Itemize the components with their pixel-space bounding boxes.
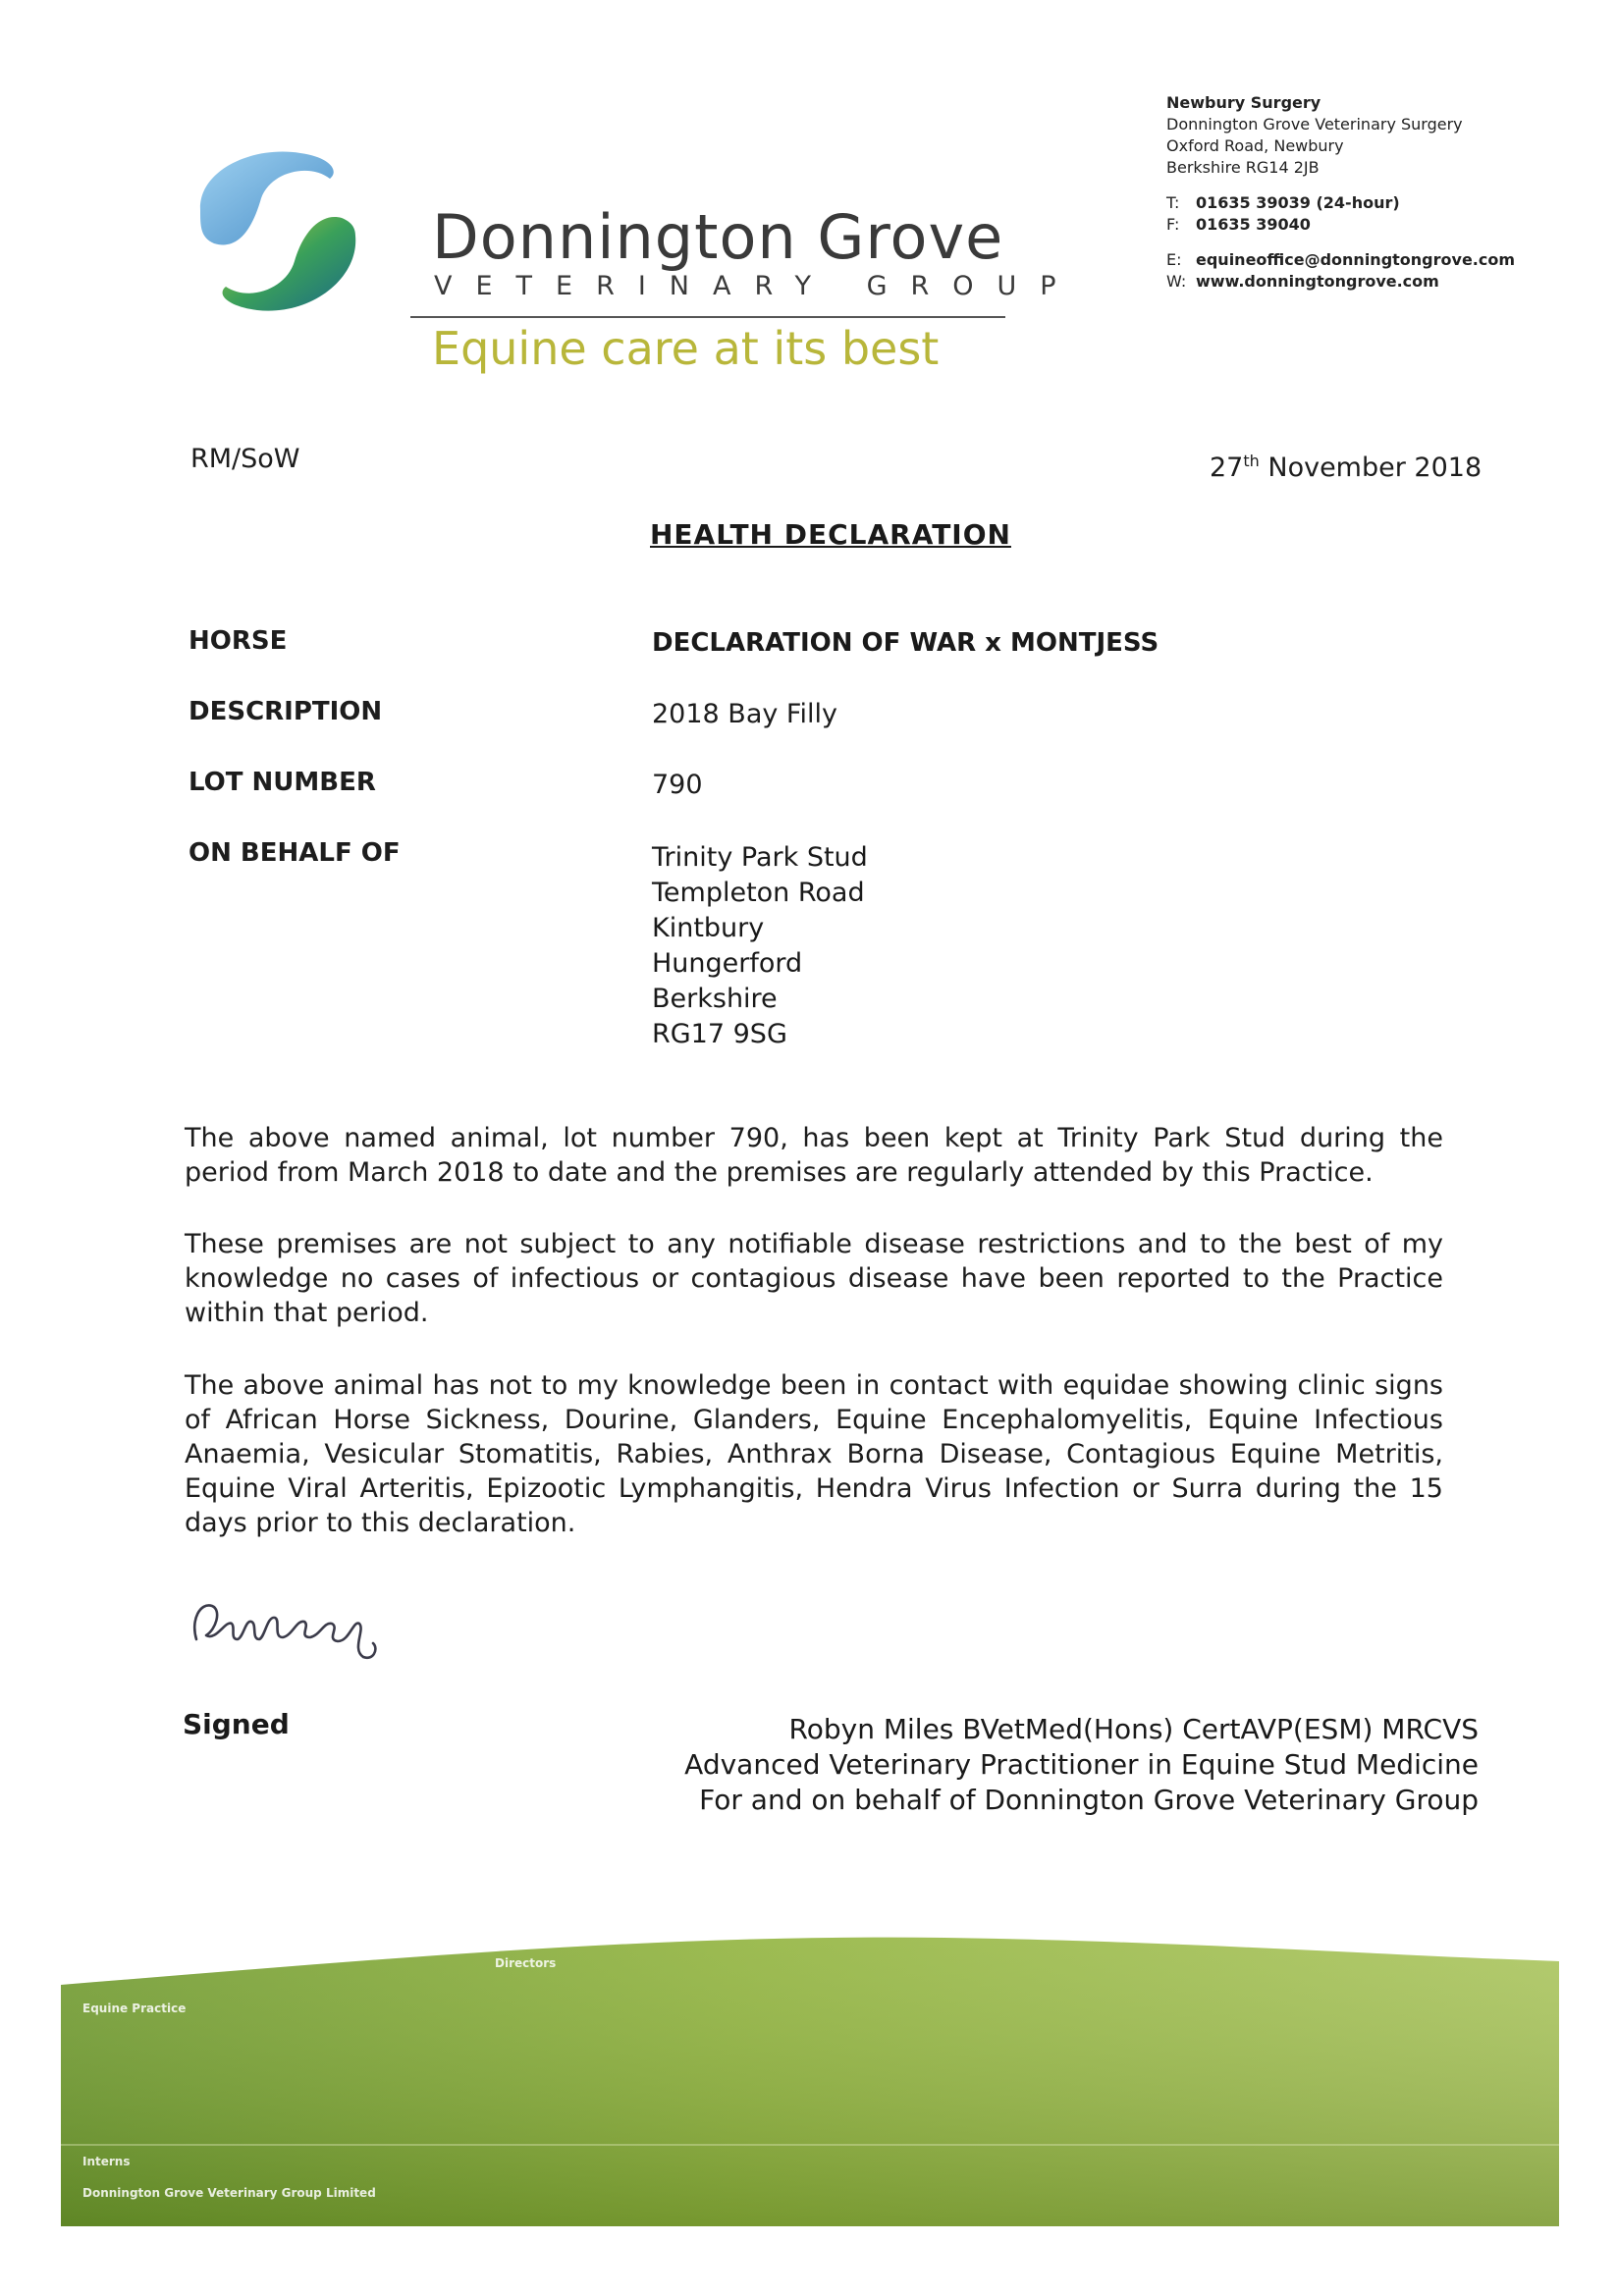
signatory-line: For and on behalf of Donnington Grove Veterinary Group xyxy=(699,1784,1479,1816)
organisation-name: Donnington Grove xyxy=(432,201,1004,273)
website-address: www.donningtongrove.com xyxy=(1196,272,1439,291)
address-line: Trinity Park Stud xyxy=(652,842,868,873)
on-behalf-of-label: ON BEHALF OF xyxy=(189,838,401,868)
header-divider xyxy=(410,316,1005,318)
email-label: E: xyxy=(1166,250,1182,269)
reference-code: RM/SoW xyxy=(190,444,300,474)
body-paragraph: The above named animal, lot number 790, has been kept at Trinity Park Stud during the period from March 2018 to date and the premises are regularly attended by this Practice. xyxy=(185,1123,1443,1188)
handwritten-signature xyxy=(187,1580,403,1669)
telephone-number: 01635 39039 (24-hour) xyxy=(1196,193,1400,212)
tel-label: T: xyxy=(1166,193,1180,212)
horse-label: HORSE xyxy=(189,626,288,656)
date-day: 27 xyxy=(1210,453,1244,483)
tagline: Equine care at its best xyxy=(432,322,940,375)
signatory-block xyxy=(628,1712,1479,1818)
date-suffix: th xyxy=(1243,452,1260,470)
description-value: 2018 Bay Filly xyxy=(652,699,837,729)
lot-number-label: LOT NUMBER xyxy=(189,768,376,797)
footer-heading: Interns xyxy=(82,2155,131,2168)
on-behalf-of-address xyxy=(652,840,868,1052)
email-address: equineoffice@donningtongrove.com xyxy=(1196,250,1516,269)
company-logo-icon xyxy=(192,141,363,320)
footer-heading: Equine Practice xyxy=(82,2002,187,2015)
address-line: Kintbury xyxy=(652,913,765,943)
address-line: Hungerford xyxy=(652,948,803,979)
address-line: Templeton Road xyxy=(652,878,865,908)
description-label: DESCRIPTION xyxy=(189,697,383,726)
date-month-year: November 2018 xyxy=(1267,453,1482,483)
surgery-contact-block xyxy=(1166,92,1515,293)
footer-column xyxy=(82,2001,186,2017)
fax-number: 01635 39040 xyxy=(1196,215,1311,234)
address-line: Berkshire xyxy=(652,984,778,1014)
signatory-line: Robyn Miles BVetMed(Hons) CertAVP(ESM) MRCVS xyxy=(788,1713,1479,1745)
footer-heading: Donnington Grove Veterinary Group Limited xyxy=(82,2186,376,2200)
letter-date xyxy=(1210,452,1482,483)
footer-line xyxy=(82,2185,376,2202)
fax-label: F: xyxy=(1166,215,1180,234)
footer-line xyxy=(82,2154,131,2170)
document-title: HEALTH DECLARATION xyxy=(650,518,1011,551)
footer-heading: Directors xyxy=(495,1956,557,1970)
surgery-address-line: Berkshire RG14 2JB xyxy=(1166,158,1320,177)
footer-band xyxy=(61,1922,1559,2226)
surgery-address-line: Donnington Grove Veterinary Surgery xyxy=(1166,115,1463,133)
signatory-line: Advanced Veterinary Practitioner in Equine Stud Medicine xyxy=(684,1748,1479,1781)
body-paragraph: These premises are not subject to any notifiable disease restrictions and to the best of my knowledge no cases of infectious or contagious disease have been reported to the Practice within that period. xyxy=(185,1229,1443,1328)
web-label: W: xyxy=(1166,272,1187,291)
surgery-name: Newbury Surgery xyxy=(1166,93,1321,112)
lot-number-value: 790 xyxy=(652,770,703,800)
signed-label: Signed xyxy=(183,1708,290,1740)
horse-value: DECLARATION OF WAR x MONTJESS xyxy=(652,628,1159,658)
footer-background xyxy=(61,1922,1559,2226)
surgery-address-line: Oxford Road, Newbury xyxy=(1166,136,1344,155)
organisation-subtitle: VETERINARY GROUP xyxy=(434,271,1080,301)
footer-column xyxy=(495,1955,556,1972)
address-line: RG17 9SG xyxy=(652,1019,787,1049)
body-paragraph: The above animal has not to my knowledge been in contact with equidae showing clinic signs of African Horse Sickness, Dourine, Glanders, Equine Encephalomyelitis, Equine Infectious Anaemia, Vesicular Stomatitis, Rabies, Anthrax Borna Disease, Contagious Equine Metritis, Equine Viral Arteritis, Epizootic Lymphangitis, Hendra Virus Infection or Surra during the 15 days prior to this declaration. xyxy=(185,1370,1443,1538)
